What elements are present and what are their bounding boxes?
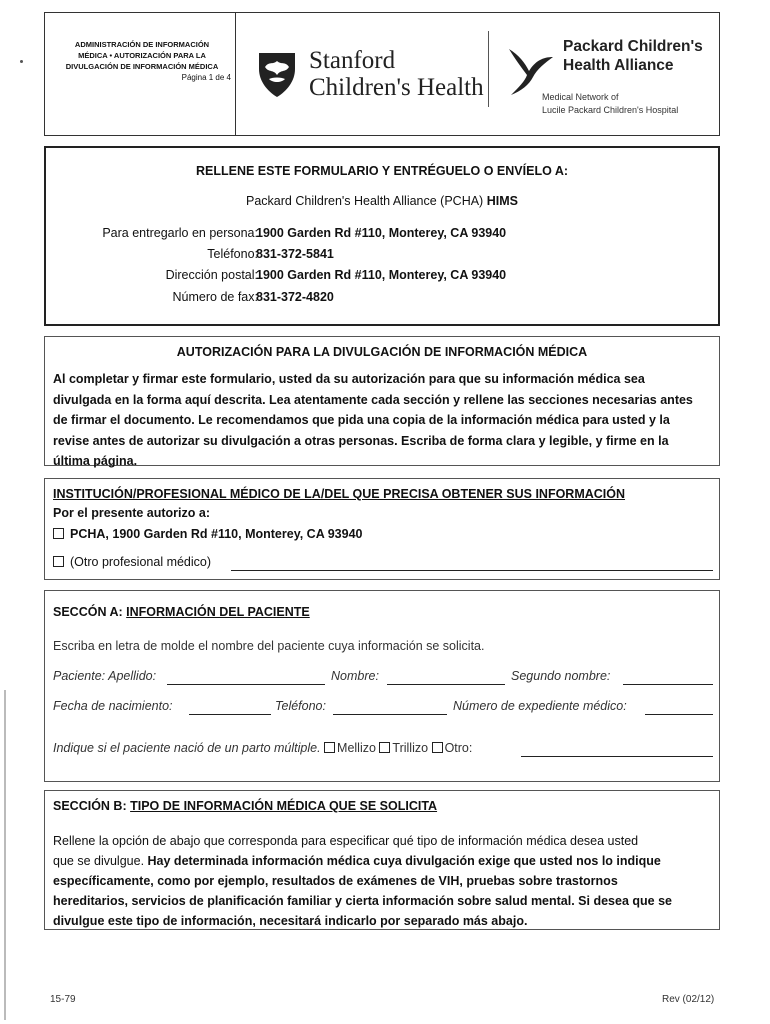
section-b-line: Rellene la opción de abajo que corresponda para especificar qué tipo de información médica desea usted [53, 834, 639, 848]
pcha-checkbox[interactable] [53, 528, 64, 539]
form-number: 15-79 [50, 994, 76, 1005]
first-name-label: Nombre: [331, 669, 379, 683]
pcha-logo-text [563, 37, 703, 75]
margin-mark [20, 60, 23, 63]
multiple-birth-row [53, 741, 472, 755]
section-b-prefix: SECCIÓN B: [53, 799, 127, 813]
triplet-option[interactable] [379, 741, 428, 755]
submit-to-title: RELLENE ESTE FORMULARIO Y ENTRÉGUELO O ENVÍELO A: [195, 164, 569, 178]
mailing-label: Dirección postal: [165, 268, 258, 282]
dob-label: Fecha de nacimiento: [53, 699, 173, 713]
fax-value: 831-372-4820 [256, 290, 334, 304]
auth-line: revise antes de autorizar su divulgación a otras personas. Escriba de forma clara y legible, y firme en la [53, 433, 669, 448]
pcha-sub-1: Medical Network of [542, 92, 619, 102]
phone-value: 831-372-5841 [256, 247, 334, 261]
section-a-instruction: Escriba en letra de molde el nombre del paciente cuya información se solicita. [53, 639, 485, 653]
logo-line-1: Stanford [309, 47, 396, 74]
authorize-label: Por el presente autorizo a: [53, 506, 210, 520]
mrn-field[interactable] [645, 714, 713, 715]
section-b-heading: TIPO DE INFORMACIÓN MÉDICA QUE SE SOLICITA [130, 799, 438, 813]
fax-label: Número de fax: [172, 290, 258, 304]
authorization-box [44, 336, 720, 466]
pcha-subtitle [542, 91, 678, 117]
other-provider-option[interactable] [53, 555, 211, 569]
section-b-box [44, 790, 720, 930]
authorization-title: AUTORIZACIÓN PARA LA DIVULGACIÓN DE INFORMACIÓN MÉDICA [176, 345, 588, 359]
pcha-option[interactable] [53, 527, 363, 541]
twin-label: Mellizo [337, 741, 376, 755]
triplet-label: Trillizo [392, 741, 429, 755]
other-provider-field[interactable] [231, 570, 713, 571]
pcha-option-label: PCHA, 1900 Garden Rd #110, Monterey, CA 93940 [70, 527, 363, 541]
mrn-label: Número de expediente médico: [453, 699, 627, 713]
pcha-bird-icon [505, 43, 555, 97]
twin-checkbox[interactable] [324, 742, 335, 753]
section-b-bold-line: divulgue este tipo de información, necesitará indicarlo por separado más abajo. [53, 914, 528, 928]
section-b-bold-line: específicamente, como por ejemplo, resultados de exámenes de VIH, pruebas sobre trastornos [53, 874, 618, 888]
section-b-title [53, 799, 437, 813]
auth-line: divulgada en la forma aquí descrita. Lea atentamente cada sección y rellene las secciones necesarias antes [53, 392, 693, 407]
pcha-sub-2: Lucile Packard Children's Hospital [542, 105, 679, 115]
section-a-prefix: SECCÓN A: [53, 605, 123, 619]
triplet-checkbox[interactable] [379, 742, 390, 753]
twin-option[interactable] [324, 741, 376, 755]
submit-org [46, 194, 718, 208]
patient-phone-field[interactable] [333, 714, 447, 715]
phone-label: Teléfono: [207, 247, 258, 261]
institution-title: INSTITUCIÓN/PROFESIONAL MÉDICO DE LA/DEL QUE PRECISA OBTENER SUS INFORMACIÓN [53, 487, 626, 501]
auth-line: última página. [53, 454, 138, 468]
in-person-value: 1900 Garden Rd #110, Monterey, CA 93940 [256, 226, 507, 240]
stanford-childrens-health-logo [309, 47, 484, 101]
multiple-birth-label: Indique si el paciente nació de un parto múltiple. [53, 741, 321, 755]
last-name-field[interactable] [167, 684, 325, 685]
section-a-box [44, 590, 720, 782]
submit-to-box [44, 146, 720, 326]
section-a-title [53, 605, 310, 619]
mailing-value: 1900 Garden Rd #110, Monterey, CA 93940 [256, 268, 507, 282]
first-name-field[interactable] [387, 684, 505, 685]
auth-line: de firmar el documento. Le recomendamos que pida una copia de la información médica para usted y la [53, 413, 670, 427]
pcha-line-1: Packard Children's [563, 38, 703, 55]
form-header [44, 12, 720, 136]
org-dept: HIMS [486, 194, 518, 208]
scan-edge-mark [4, 690, 6, 1020]
other-birth-option[interactable] [432, 741, 473, 755]
other-provider-checkbox[interactable] [53, 556, 64, 567]
institution-box [44, 478, 720, 580]
other-provider-label: (Otro profesional médico) [70, 555, 212, 569]
logo-divider [488, 31, 489, 107]
other-birth-label: Otro: [444, 741, 473, 755]
admin-line-2: MÉDICA • AUTORIZACIÓN PARA LA [78, 51, 206, 60]
revision-date: Rev (02/12) [662, 994, 715, 1005]
section-b-bold-line: hereditarios, servicios de planificación familiar y cierta información sobre salud mental. Si desea que se [53, 894, 672, 908]
other-birth-field[interactable] [521, 756, 713, 757]
last-name-label: Paciente: Apellido: [53, 669, 157, 683]
stanford-shield-icon [257, 51, 297, 99]
page-number: Página 1 de 4 [181, 73, 231, 82]
section-b-line: que se divulgue. [53, 854, 145, 868]
in-person-label: Para entregarlo en persona: [102, 226, 258, 240]
admin-line-3: DIVULGACIÓN DE INFORMACIÓN MÉDICA [65, 62, 219, 71]
section-a-heading: INFORMACIÓN DEL PACIENTE [126, 605, 310, 619]
section-b-bold-line: Hay determinada información médica cuya divulgación exige que usted nos lo indique [147, 854, 661, 868]
auth-line: Al completar y firmar este formulario, usted da su autorización para que su información médica sea [53, 372, 645, 386]
logo-line-2: Children's Health [309, 74, 484, 101]
patient-phone-label: Teléfono: [275, 699, 326, 713]
header-divider [235, 13, 236, 135]
pcha-line-2: Health Alliance [563, 57, 674, 74]
authorization-text [53, 369, 713, 472]
dob-field[interactable] [189, 714, 271, 715]
admin-line-1: ADMINISTRACIÓN DE INFORMACIÓN [74, 40, 210, 49]
other-birth-checkbox[interactable] [432, 742, 443, 753]
middle-name-label: Segundo nombre: [511, 669, 611, 683]
middle-name-field[interactable] [623, 684, 713, 685]
org-name: Packard Children's Health Alliance (PCHA) [246, 194, 484, 208]
form-category-label [53, 39, 231, 83]
section-b-text [53, 831, 715, 931]
